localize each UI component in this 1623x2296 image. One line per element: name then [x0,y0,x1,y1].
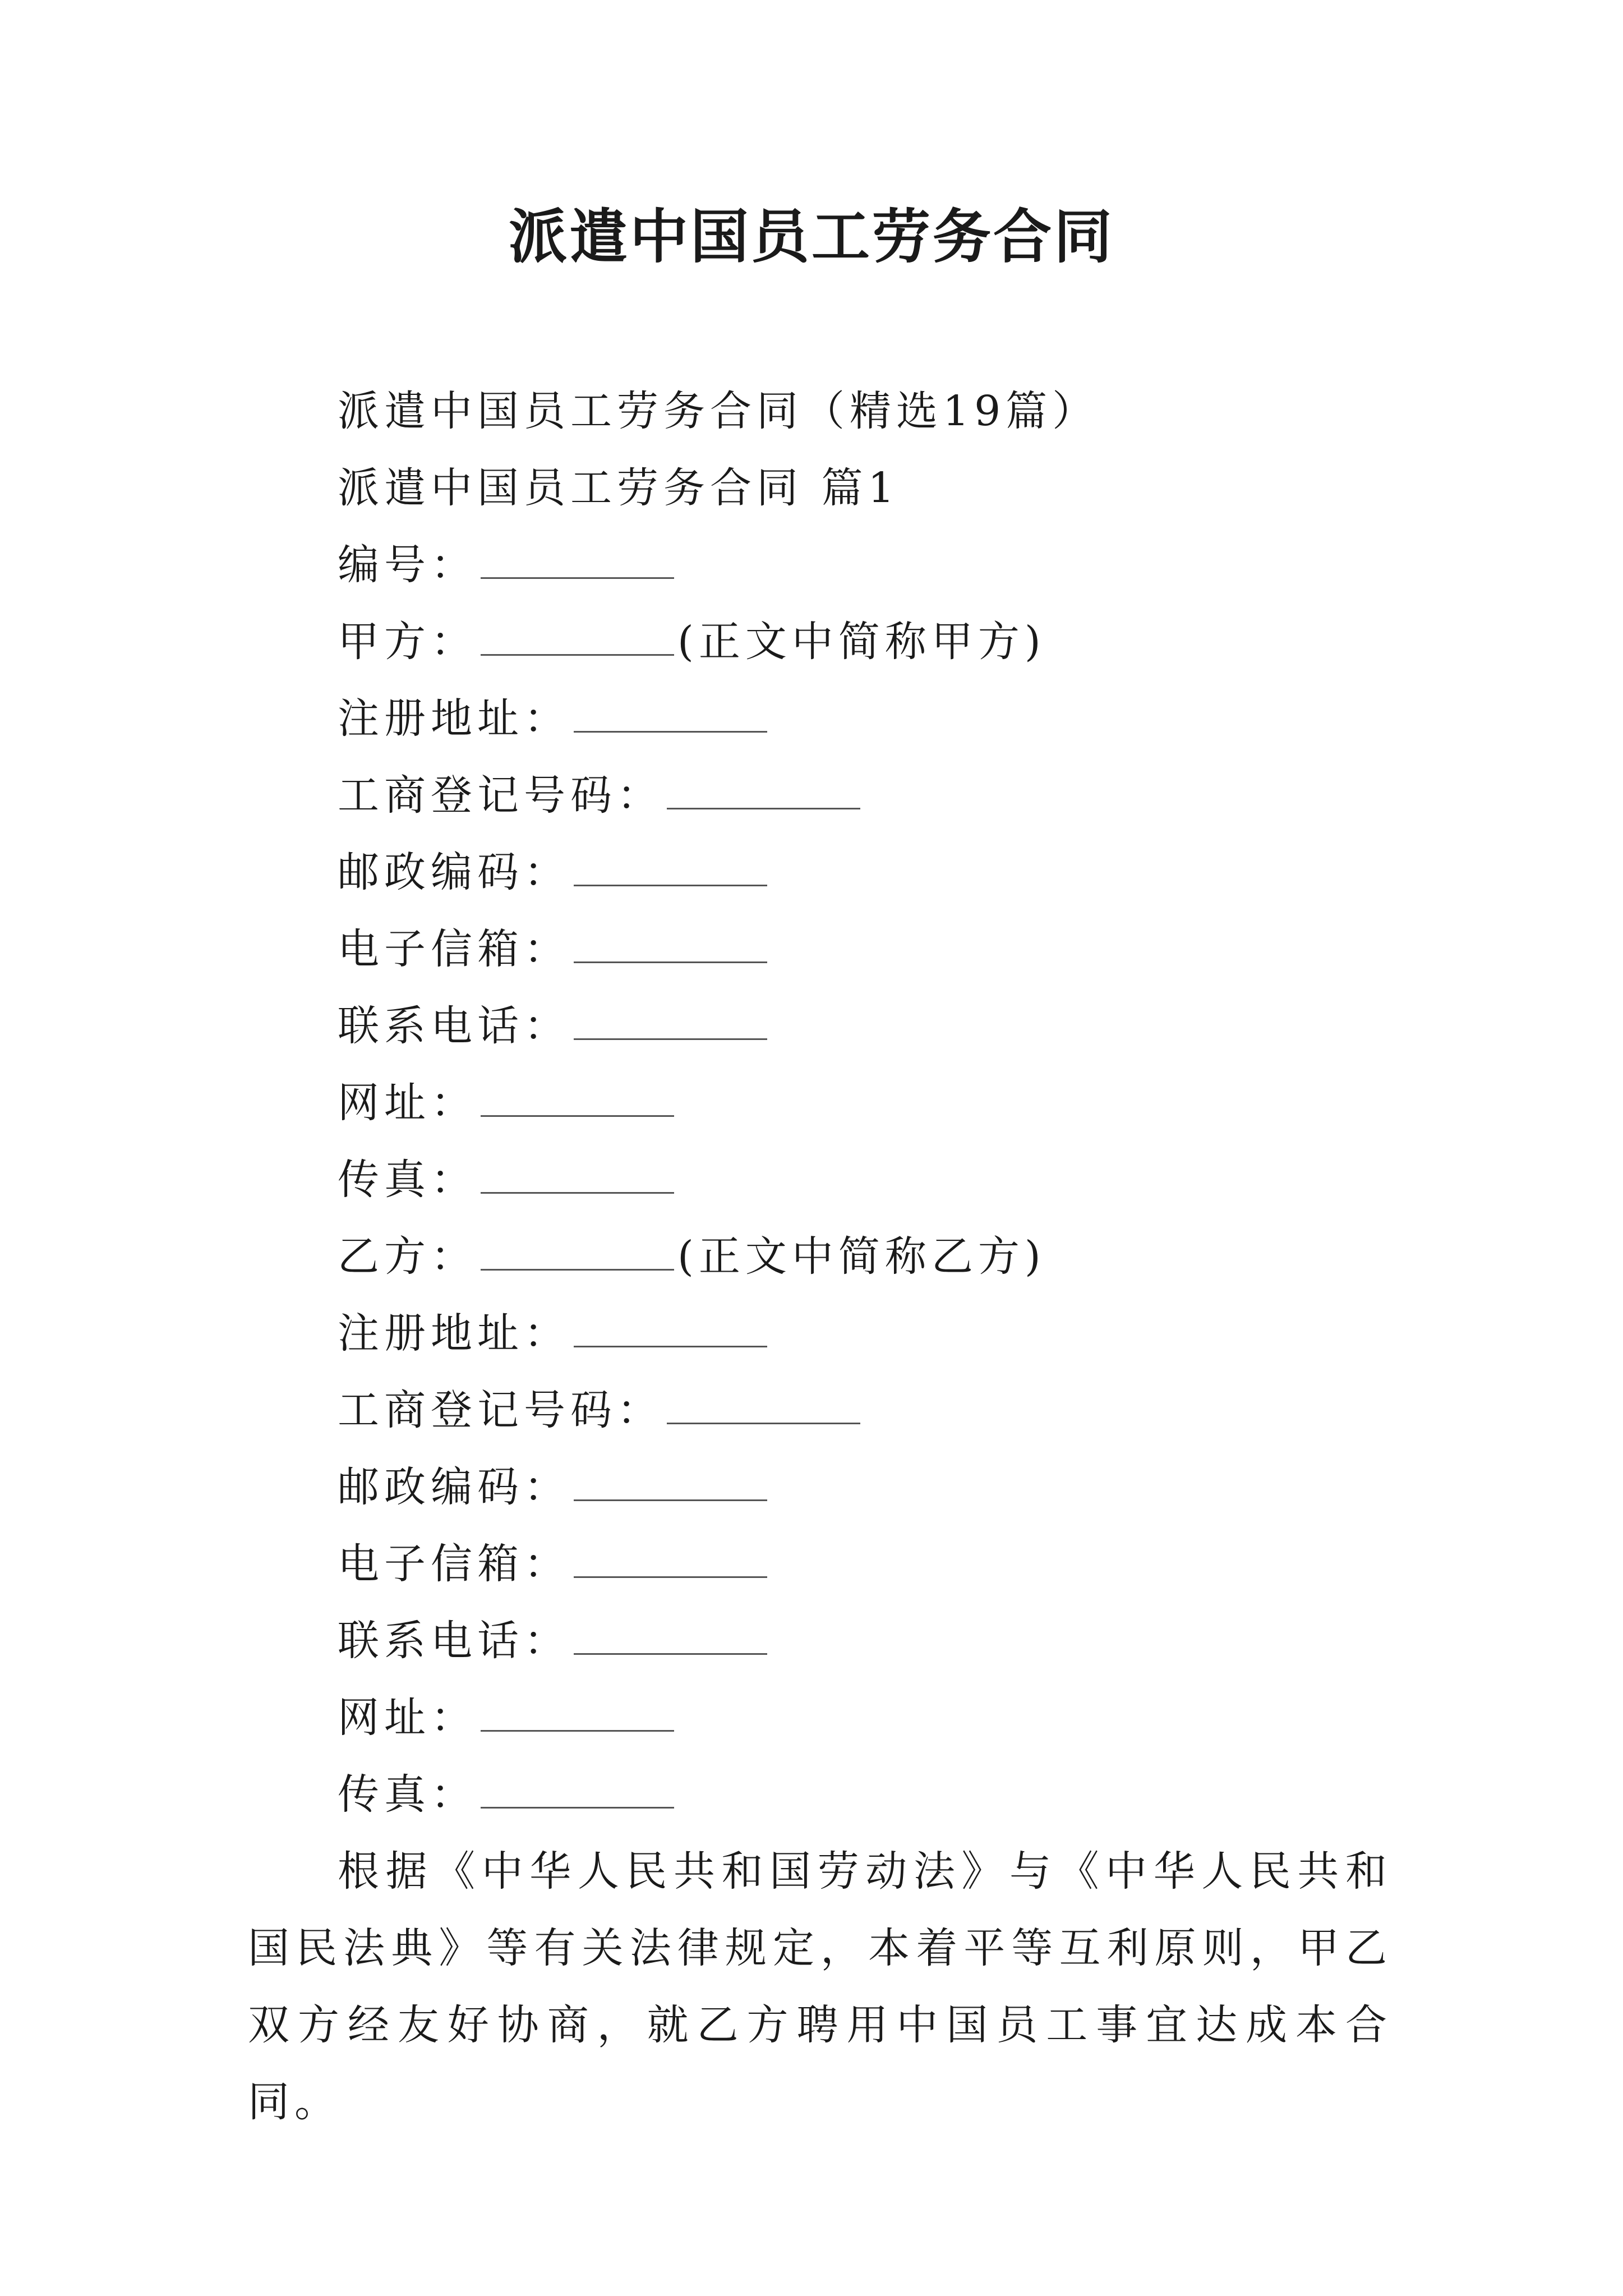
field-label: 编号： [338,541,477,589]
field-label: 传真： [338,1156,477,1204]
field-label: 邮政编码： [338,848,570,896]
field-label: 网址： [338,1079,477,1127]
fill-in-blank [481,651,674,656]
field-label: 联系电话： [338,1002,570,1050]
field-row [248,1603,1392,1680]
fill-in-blank [574,1035,767,1040]
field-row [248,1142,1392,1218]
field-label: 邮政编码： [338,1463,570,1511]
document-body [248,373,1392,2141]
field-row [248,1295,1392,1372]
field-label: 甲方： [338,618,477,666]
field-suffix: (正文中简称甲方) [677,618,1046,666]
fill-in-blank [574,1342,767,1347]
fill-in-blank [574,728,767,733]
field-row [248,1449,1392,1526]
field-label: 传真： [338,1770,477,1819]
section-heading: 派遣中国员工劳务合同 篇1 [338,464,900,512]
field-row [248,1756,1392,1833]
field-row [248,680,1392,757]
field-row [248,1526,1392,1603]
document-title: 派遣中国员工劳务合同 [508,202,1114,271]
fill-in-blank [481,1727,674,1732]
field-label: 注册地址： [338,694,570,743]
fill-in-blank [574,1573,767,1578]
field-row [248,988,1392,1065]
field-label: 网址： [338,1694,477,1742]
fill-in-blank [481,1112,674,1117]
field-label: 工商登记号码： [338,1386,663,1434]
fill-in-blank [481,574,674,579]
field-row [248,604,1392,680]
fill-in-blank [481,1803,674,1809]
field-label: 工商登记号码： [338,771,663,820]
field-list [248,527,1392,1833]
fill-in-blank [481,1266,674,1271]
fill-in-blank [574,1650,767,1655]
fill-in-blank [574,881,767,886]
field-row [248,1218,1392,1295]
field-row [248,911,1392,988]
field-row [248,1372,1392,1449]
field-label: 联系电话： [338,1617,570,1665]
fill-in-blank [574,1496,767,1501]
field-row [248,1065,1392,1142]
field-row [248,757,1392,834]
fill-in-blank [574,958,767,963]
field-row [248,834,1392,911]
field-label: 乙方： [338,1232,477,1281]
field-row [248,1680,1392,1756]
preamble-paragraph: 根据《中华人民共和国劳动法》与《中华人民共和国民法典》等有关法律规定，本着平等互利原则，甲乙双方经友好协商，就乙方聘用中国员工事宜达成本合同。 [248,1847,1392,2126]
field-label: 电子信箱： [338,925,570,973]
field-row [248,527,1392,604]
fill-in-blank [667,804,860,809]
field-label: 电子信箱： [338,1540,570,1588]
field-label: 注册地址： [338,1309,570,1358]
document-subtitle: 派遣中国员工劳务合同（精选19篇） [338,387,1099,435]
fill-in-blank [667,1419,860,1424]
fill-in-blank [481,1189,674,1194]
field-suffix: (正文中简称乙方) [677,1232,1046,1281]
